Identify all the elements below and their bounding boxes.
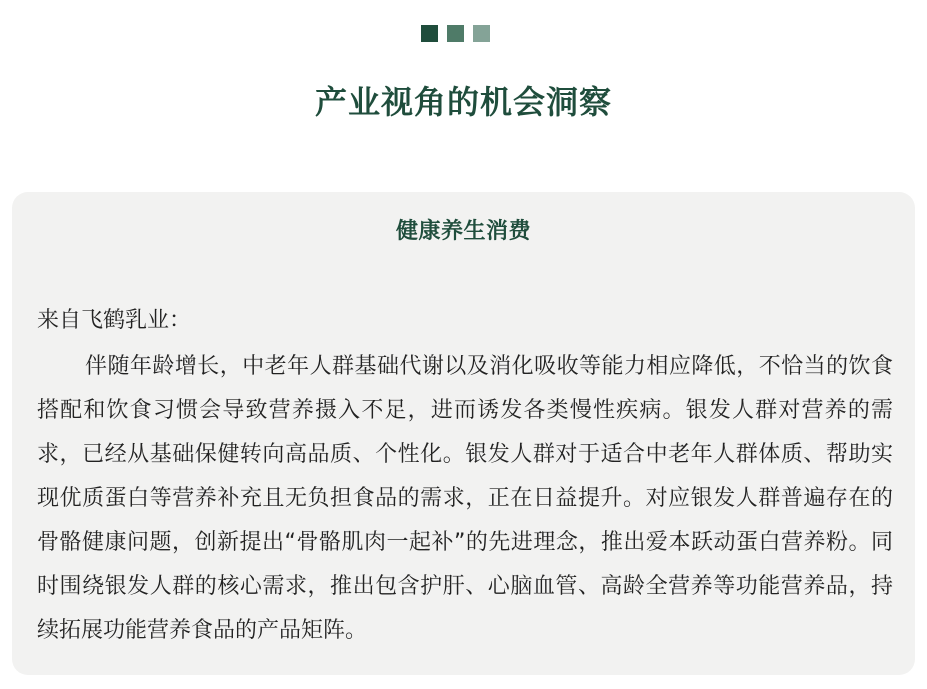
decor-square [447,25,464,42]
decor-square [473,25,490,42]
body-paragraph: 伴随年龄增长，中老年人群基础代谢以及消化吸收等能力相应降低，不恰当的饮食搭配和饮食习惯会导致营养摄入不足，进而诱发各类慢性疾病。银发人群对营养的需求，已经从基础保健转向高品质、个性化。银发人群对于适合中老年人群体质、帮助实现优质蛋白等营养补充且无负担食品的需求，正在日益提升。对应银发人群普遍存在的骨骼健康问题，创新提出“骨骼肌肉一起补”的先进理念，推出爱本跃动蛋白营养粉。同时围绕银发人群的核心需求，推出包含护肝、心脑血管、高龄全营养等功能营养品，持续拓展功能营养食品的产品矩阵。 [37,354,893,643]
decor-square [421,25,438,42]
page-title: 产业视角的机会洞察 [314,83,612,121]
source-label: 来自飞鹤乳业： [37,308,192,333]
card-title: 健康养生消费 [395,219,531,244]
decorative-squares [421,25,490,42]
